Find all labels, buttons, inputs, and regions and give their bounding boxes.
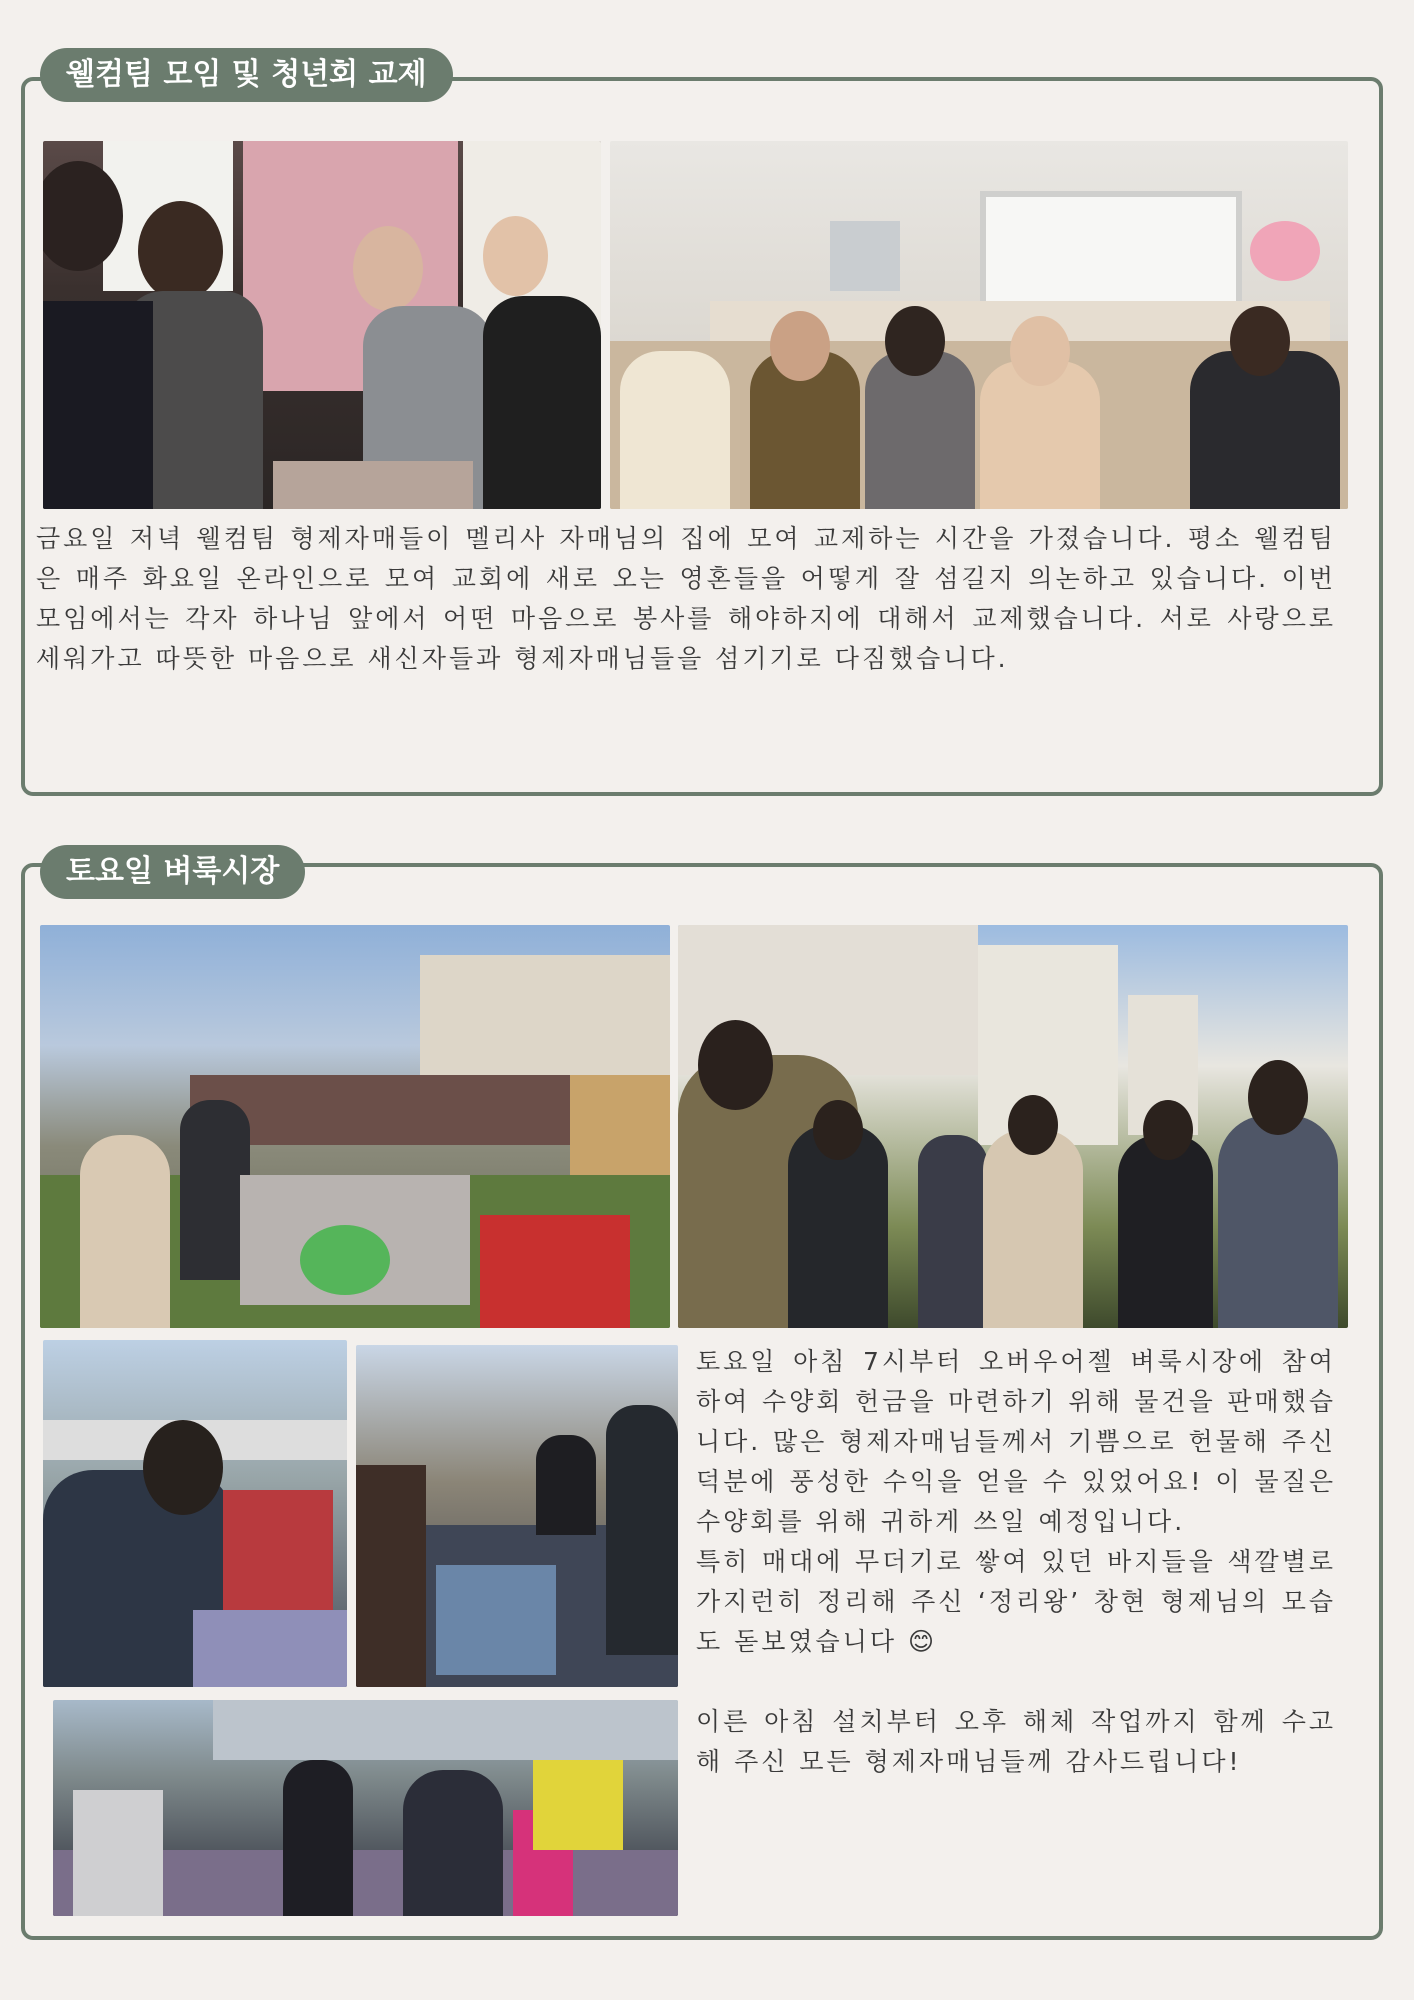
photo-clothing-rack [43, 1340, 347, 1687]
flea-market-paragraph-2: 특히 매대에 무더기로 쌓여 있던 바지들을 색깔별로 가지런히 정리해 주신 ‘정리왕’ 창현 형제님의 모습도 돋보였습니다 😊 [696, 1547, 1336, 1656]
paragraph-spacer [696, 1662, 1336, 1702]
section-welcome-team-title: 웰컴팀 모임 및 청년회 교제 [40, 48, 453, 102]
photo-classroom-group [610, 141, 1348, 509]
photo-market-table [53, 1700, 678, 1916]
section-welcome-team-text: 금요일 저녁 웰컴팀 형제자매들이 멜리사 자매님의 집에 모여 교제하는 시간을 가졌습니다. 평소 웰컴팀은 매주 화요일 온라인으로 모여 교회에 새로 오는 영혼들을 어떻게 잘 섬길지 의논하고 있습니다. 이번 모임에서는 각자 하나님 앞에서 어떤 마음으로 봉사를 해야하지에 대해서 교제했습니다. 서로 사랑으로 세워가고 따뜻한 마음으로 새신자들과 형제자매님들을 섬기기로 다짐했습니다. [36, 524, 1336, 673]
section-flea-market-text [696, 1342, 1336, 1782]
photo-market-stalls [40, 925, 670, 1328]
photo-prayer-circle [678, 925, 1348, 1328]
photo-sorted-pants [356, 1345, 678, 1687]
photo-home-gathering [43, 141, 601, 509]
flea-market-paragraph-3: 이른 아침 설치부터 오후 해체 작업까지 함께 수고해 주신 모든 형제자매님들께 감사드립니다! [696, 1707, 1336, 1776]
section-flea-market-title: 토요일 벼룩시장 [40, 845, 305, 899]
flea-market-paragraph-1: 토요일 아침 7시부터 오버우어젤 벼룩시장에 참여하여 수양회 헌금을 마련하기 위해 물건을 판매했습니다. 많은 형제자매님들께서 기쁨으로 헌물해 주신 덕분에 풍성한 수익을 얻을 수 있었어요! 이 물질은 수양회를 위해 귀하게 쓰일 예정입니다. [696, 1347, 1336, 1536]
